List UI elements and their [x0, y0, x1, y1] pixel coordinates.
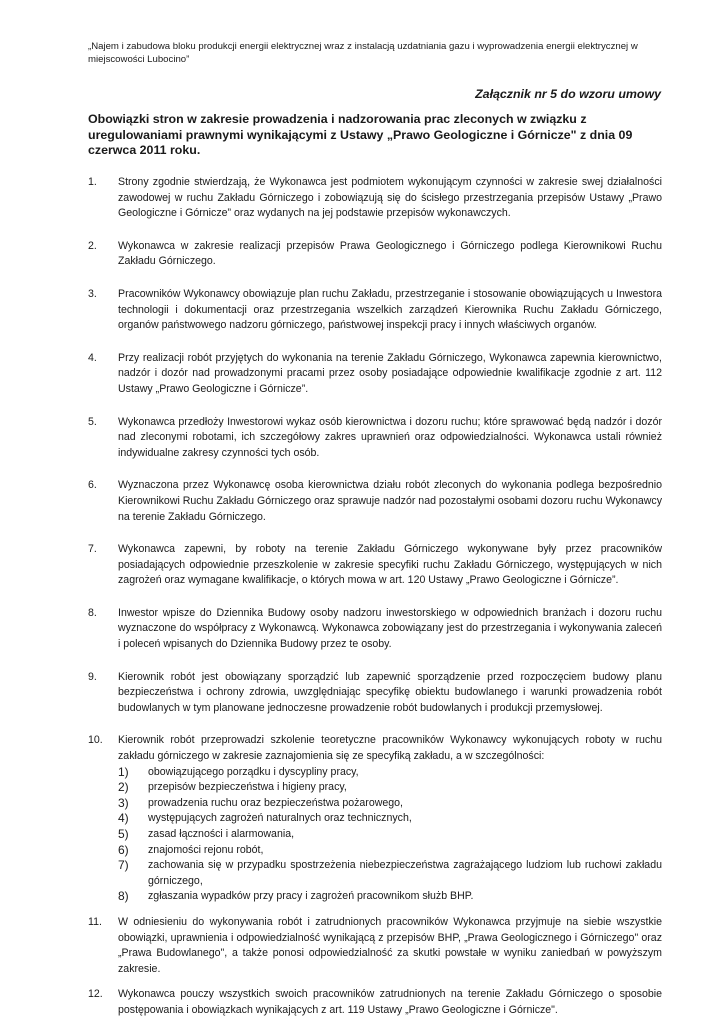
sub-item-text: występujących zagrożeń naturalnych oraz technicznych,: [148, 812, 412, 825]
item-number: 3.: [88, 287, 97, 300]
item-number: 5.: [88, 415, 97, 428]
item-number: 2.: [88, 239, 97, 252]
sub-item-number: 5): [118, 827, 129, 841]
item-number: 1.: [88, 176, 97, 188]
sub-item-text: zasad łączności i alarmowania,: [148, 828, 295, 840]
sub-item-number: 8): [118, 889, 129, 904]
item-text: Wyznaczona przez Wykonawcę osoba kierownictwa działu robót zleconych do wykonania podlega bezpośrednio Kierownikowi Ruchu Zakładu Górniczego oraz sprawuje nadzór nad pozostałymi osobami dozoru ruchu Wykonawcy na terenie Zakładu Górniczego.: [118, 479, 662, 523]
sub-item-text: przepisów bezpieczeństwa i higieny pracy,: [148, 781, 347, 794]
sub-item-text: znajomości rejonu robót,: [148, 843, 264, 856]
item-number: 6.: [88, 479, 97, 492]
sub-list-item: [118, 889, 662, 905]
sub-list-item: [118, 796, 662, 812]
item-text: Wykonawca pouczy wszystkich swoich pracowników zatrudnionych na terenie Zakładu Górniczego o sposobie postępowania i obowiązkach wynikających z art. 119 Ustawy „Prawo Geologiczne i Górnicze".: [118, 988, 662, 1016]
item-text: Kierownik robót przeprowadzi szkolenie teoretyczne pracowników Wykonawcy wykonujących roboty w ruchu zakładu górniczego w zakresie zaznajomienia się ze specyfiką zakładu, a w szczególności:: [118, 734, 662, 763]
list-item: [88, 542, 662, 589]
item-text: Pracowników Wykonawcy obowiązuje plan ruchu Zakładu, przestrzeganie i stosowanie obowiązujących u Inwestora technologii i dokumentacji oraz przestrzegania wszelkich zarządzeń Kierownika Ruchu Zakładu Górniczego, organów państwowego nadzoru górniczego, państwowej inspekcji pracy i innych właściwych organów.: [118, 287, 662, 332]
item-text: Wykonawca w zakresie realizacji przepisów Prawa Geologicznego i Górniczego podlega Kierownikowi Ruchu Zakładu Górniczego.: [118, 239, 662, 268]
document-title: Obowiązki stron w zakresie prowadzenia i nadzorowania prac zleconych w związku z uregulowaniami prawnymi wynikającymi z Ustawy „Prawo Geologiczne i Górnicze" z dnia 09 czerwca 2011 roku.: [88, 112, 633, 157]
sub-item-text: zgłaszania wypadków przy pracy i zagrożeń pracownikom służb BHP.: [148, 890, 474, 903]
item-number: 11.: [88, 915, 102, 928]
sub-item-number: 3): [118, 795, 129, 810]
item-number: 4.: [88, 351, 97, 364]
sub-list-item: [118, 780, 662, 796]
item-number: 10.: [88, 734, 103, 747]
item-text: Przy realizacji robót przyjętych do wykonania na terenie Zakładu Górniczego, Wykonawca zapewnia kierownictwo, nadzór i dozór nad prowadzonymi pracami przez osoby posiadające odpowiednie kwalifikacje zgodnie z art. 112 Ustawy „Prawo Geologiczne i Górnicze”.: [118, 351, 662, 395]
item-text: Inwestor wpisze do Dziennika Budowy osoby nadzoru inwestorskiego w odpowiednich branżach i dozoru ruchu wyznaczone do współpracy z Wykonawcą. Wykonawca zobowiązany jest do przestrzegania i wykonywania zaleceń i poleceń wpisanych do Dziennika Budowy przez te osoby.: [118, 606, 662, 651]
sub-item-text: prowadzenia ruchu oraz bezpieczeństwa pożarowego,: [148, 796, 403, 809]
item-text: Wykonawca zapewni, by roboty na terenie Zakładu Górniczego wykonywane były przez pracowników posiadających odpowiednie przeszkolenie w zakresie specyfiki ruchu Zakładu Górniczego, występujących w nich zagrożeń oraz wymagane kwalifikacje, o których mowa w art. 120 Ustawy „Prawo Geologiczne i Górnicze”.: [118, 543, 662, 587]
sub-item-text: obowiązującego porządku i dyscypliny pracy,: [148, 765, 359, 778]
list-item: [88, 987, 662, 1018]
sub-item-number: 1): [118, 764, 129, 779]
sub-item-number: 4): [118, 811, 129, 826]
list-item: [88, 287, 662, 334]
list-item: [88, 478, 662, 525]
list-item: [88, 670, 662, 717]
list-item: [88, 606, 662, 653]
sub-list-item: [118, 843, 662, 859]
list-item: [88, 175, 662, 222]
list-item: [88, 915, 662, 977]
sub-list-item: [118, 811, 662, 827]
item-number: 9.: [88, 670, 97, 683]
annex-label: Załącznik nr 5 do wzoru umowy: [475, 87, 661, 101]
list-item: [88, 351, 662, 398]
item-number: 12.: [88, 988, 103, 1001]
sub-list-item: [118, 858, 662, 889]
item-text: W odniesieniu do wykonywania robót i zatrudnionych pracowników Wykonawca przyjmuje na siebie wszystkie obowiązki, uprawnienia i odpowiedzialność wynikającą z przepisów BHP, „Prawa Geologicznego i Górniczego" oraz „Prawa Budowlanego", a także ponosi odpowiedzialność za skutki powstałe w wyniku zaniedbań w powyższym zakresie.: [118, 915, 662, 975]
sub-item-number: 2): [118, 780, 129, 795]
item-text: Kierownik robót jest obowiązany sporządzić lub zapewnić sporządzenie przed rozpoczęciem budowy planu bezpieczeństwa i ochrony zdrowia, uwzględniając specyfikę obiektu budowlanego i warunki prowadzenia robót budowlanych w tym planowane jednoczesne prowadzenie robót budowlanych i produkcji przemysłowej.: [118, 670, 662, 714]
sub-list: [118, 765, 662, 905]
obligations-list: [88, 175, 662, 1019]
list-item: [88, 415, 662, 462]
sub-list-item: [118, 765, 662, 781]
list-item: [88, 239, 662, 270]
sub-list-item: [118, 827, 662, 843]
item-number: 7.: [88, 543, 97, 556]
sub-item-number: 7): [118, 858, 129, 873]
sub-item-text: zachowania się w przypadku spostrzeżenia niebezpieczeństwa zagrażającego ludziom lub ruchowi zakładu górniczego,: [148, 859, 662, 887]
list-item: [88, 733, 662, 905]
header-note: „Najem i zabudowa bloku produkcji energii elektrycznej wraz z instalacją uzdatniania gazu i wyprowadzenia energii elektrycznej w miejscowości Lubocino”: [88, 41, 638, 65]
item-number: 8.: [88, 606, 97, 619]
sub-item-number: 6): [118, 842, 129, 857]
item-text: Strony zgodnie stwierdzają, że Wykonawca jest podmiotem wykonującym czynności w zakresie swej działalności zawodowej w ruchu Zakładu Górniczego i zobowiązują się do ścisłego przestrzegania przepisów Ustawy „Prawo Geologiczne i Górnicze” oraz wydanych na jej podstawie przepisów wykonawczych.: [118, 176, 662, 220]
item-text: Wykonawca przedłoży Inwestorowi wykaz osób kierownictwa i dozoru ruchu; które sprawować będą nadzór i dozór nad zleconymi robotami, ich szczegółowy zakres uprawnień oraz odpowiedzialności. Wykonawca ustali również indywidualne zakresy czynności tych osób.: [118, 415, 662, 459]
